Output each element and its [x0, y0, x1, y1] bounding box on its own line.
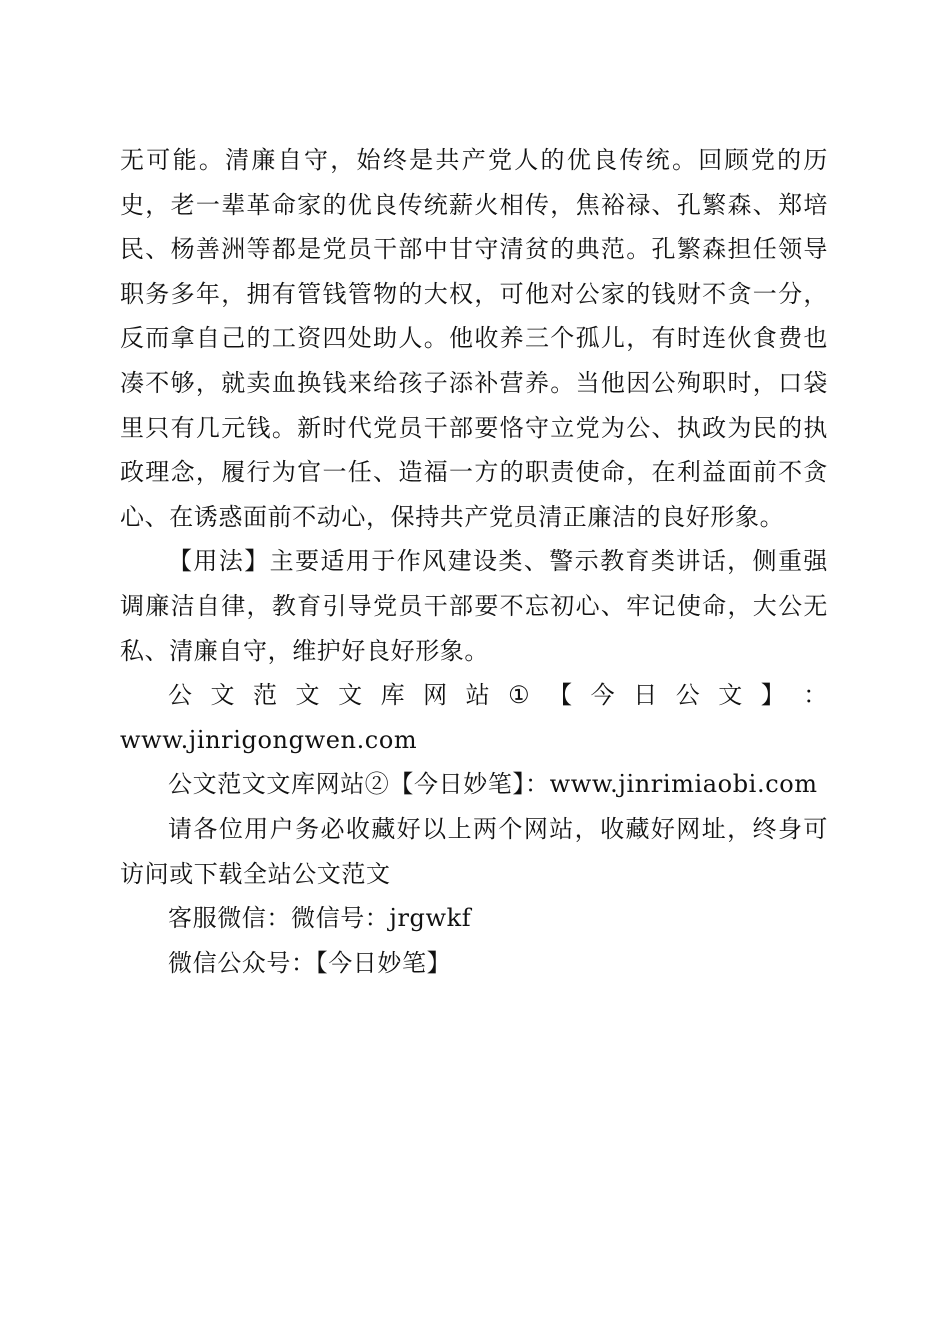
- site-1-label-char: 文: [338, 681, 363, 710]
- site-1-label-char: 公: [675, 681, 701, 710]
- site-1-label-char: 库: [380, 681, 406, 710]
- site-2-line[interactable]: 公文范文文库网站②【今日妙笔】：www.jinrimiaobi.com: [168, 770, 818, 799]
- site-1-url[interactable]: www.jinrigongwen.com: [120, 725, 418, 754]
- site-1-label-char: 【: [548, 681, 573, 710]
- notice-paragraph: 请各位用户务必收藏好以上两个网站，收藏好网址，终身可访问或下载全站公文范文: [120, 814, 828, 888]
- site-1-label-char: 公: [168, 681, 193, 710]
- site-1-label-char: 文: [210, 681, 236, 710]
- site-1-label-char: 文: [295, 681, 321, 710]
- wechat-service-line: 客服微信：微信号：jrgwkf: [168, 904, 472, 933]
- site-1-label-char: ：: [803, 681, 828, 710]
- site-1-label-char: 网: [423, 681, 448, 710]
- site-1-label: [120, 673, 828, 718]
- site-1-label-char: 日: [633, 681, 658, 710]
- usage-paragraph: 【用法】主要适用于作风建设类、警示教育类讲话，侧重强调廉洁自律，教育引导党员干部要不忘初心、牢记使命，大公无私、清廉自守，维护好良好形象。: [120, 547, 828, 665]
- site-1-label-char: 范: [253, 681, 278, 710]
- site-1-label-char: 今: [590, 681, 616, 710]
- body-paragraph-1: 无可能。清廉自守，始终是共产党人的优良传统。回顾党的历史，老一辈革命家的优良传统薪火相传，焦裕禄、孔繁森、郑培民、杨善洲等都是党员干部中甘守清贫的典范。孔繁森担任领导职务多年，拥有管钱管物的大权，可他对公家的钱财不贪一分，反而拿自己的工资四处助人。他收养三个孤儿，有时连伙食费也凑不够，就卖血换钱来给孩子添补营养。当他因公殉职时，口袋里只有几元钱。新时代党员干部要恪守立党为公、执政为民的执政理念，履行为官一任、造福一方的职责使命，在利益面前不贪心、在诱惑面前不动心，保持共产党员清正廉洁的良好形象。: [120, 146, 828, 531]
- site-1-label-char: ①: [508, 681, 531, 710]
- site-1-label-char: 文: [718, 681, 743, 710]
- wechat-official-line: 微信公众号：【今日妙笔】: [168, 948, 452, 977]
- document-body: [120, 138, 828, 985]
- site-1-label-char: 站: [465, 681, 491, 710]
- site-1-label-char: 】: [760, 681, 786, 710]
